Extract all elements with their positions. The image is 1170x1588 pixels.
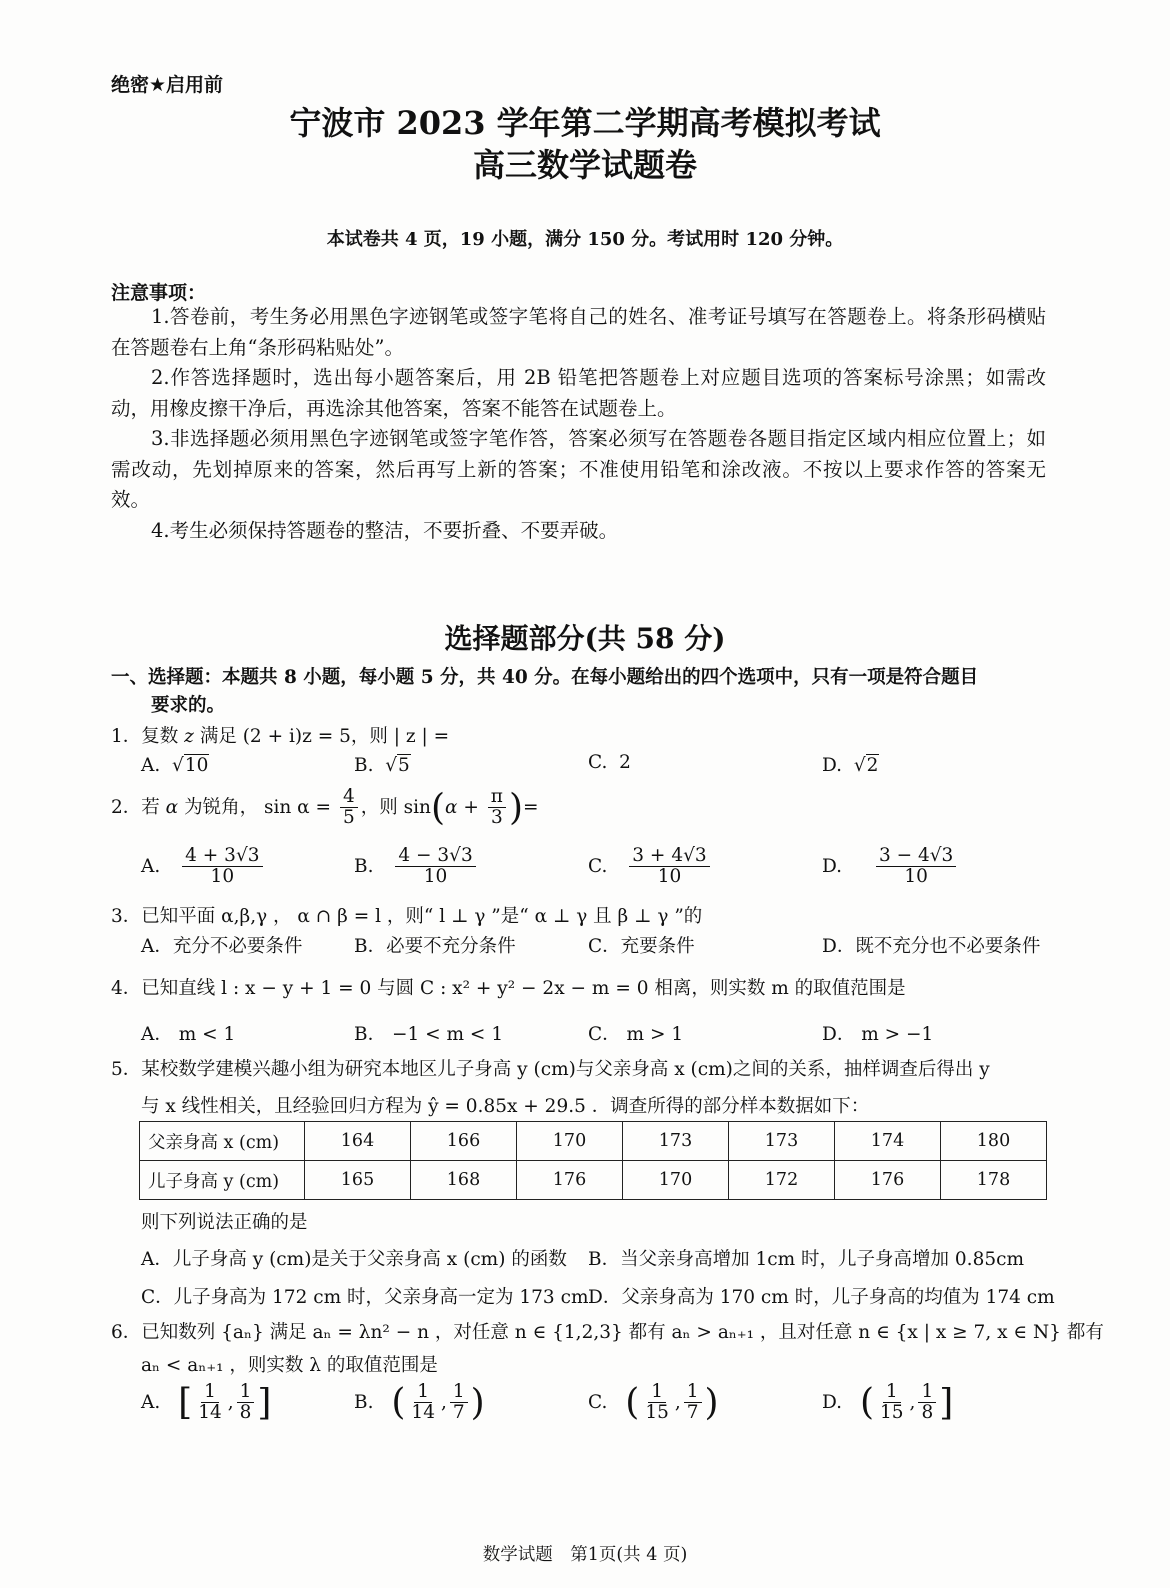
frac-den: 7	[452, 1402, 465, 1424]
q6-option-b-close: )	[470, 1382, 485, 1424]
q2-option-c	[588, 846, 713, 888]
q6-option-b-frac1	[408, 1382, 438, 1424]
frac-den: 8	[239, 1402, 252, 1424]
q2-stem-mid: 为锐角，	[184, 796, 259, 818]
question-6-stem-line2: aₙ < aₙ₊₁ ，则实数 λ 的取值范围是	[141, 1355, 438, 1376]
frac-den: 14	[411, 1402, 435, 1424]
q6-option-c-frac1	[642, 1382, 672, 1424]
q2-pi-fraction	[488, 787, 506, 829]
table-row	[140, 1122, 1047, 1161]
frac-num: 1	[237, 1382, 255, 1403]
q2-option-d-num: 3 − 4√3	[876, 846, 956, 867]
part-heading-line1: 一、选择题：本题共 8 小题，每小题 5 分，共 40 分。在每小题给出的四个选项中，只有一项是符合题目	[111, 667, 979, 688]
confidential-mark: 绝密★启用前	[111, 74, 224, 96]
q2-frac-num: 4	[340, 787, 358, 808]
notes-heading: 注意事项：	[111, 282, 207, 304]
frac-num: 1	[201, 1382, 219, 1403]
q1-stem-pre: 1．复数	[111, 726, 179, 747]
q1-option-b: B. √5	[354, 755, 410, 776]
table-cell: 173	[729, 1122, 835, 1161]
q2-pi: π	[488, 787, 506, 808]
q6-option-a: A. [ $\frac{1}{14}$ , $\frac{1}{8}$ ]	[141, 1381, 272, 1424]
frac-den: 15	[880, 1402, 904, 1424]
note-item: 3.非选择题必须用黑色字迹钢笔或签字笔作答，答案必须写在答题卷各题目指定区域内相应位置上；如需改动，先划掉原来的答案，然后再写上新的答案；不准使用铅笔和涂改液。不按以上要求作答的答案无效。	[111, 427, 1046, 511]
notes-list	[111, 302, 1046, 546]
q1-option-a-label: A.	[141, 755, 161, 776]
q2-then: ，则 sin	[360, 796, 431, 818]
exam-info: 本试卷共 4 页，19 小题，满分 150 分。考试用时 120 分钟。	[326, 229, 844, 250]
table-cell: 176	[835, 1161, 941, 1200]
sample-data-table	[139, 1121, 1047, 1200]
q2-option-c-num: 3 + 4√3	[629, 846, 709, 867]
q1-option-a-value: 10	[184, 755, 209, 776]
q4-option-b: B． −1 < m < 1	[354, 1024, 504, 1045]
q6-option-d-frac2	[918, 1382, 936, 1424]
q6-option-d-label: D.	[822, 1391, 843, 1413]
table-row	[140, 1161, 1047, 1200]
frac-den: 15	[645, 1402, 669, 1424]
table-row-header: 儿子身高 y (cm)	[140, 1161, 305, 1200]
table-cell: 173	[623, 1122, 729, 1161]
q2-alpha: α	[165, 796, 179, 818]
question-5-stem-line1: 5．某校数学建模兴趣小组为研究本地区儿子身高 y (cm)与父亲身高 x (cm)之间的关系，抽样调查后得出 y	[111, 1059, 990, 1080]
q2-option-d-frac	[876, 846, 956, 888]
q6-option-c: C. ( $\frac{1}{15}$ , $\frac{1}{7}$ )	[588, 1381, 719, 1424]
q2-fraction	[340, 787, 358, 829]
q6-option-a-frac1	[195, 1382, 225, 1424]
q3-option-b: B．必要不充分条件	[354, 936, 516, 957]
q3-option-a: A．充分不必要条件	[141, 936, 303, 957]
q1-equation: (2 + i)z = 5	[242, 726, 351, 747]
q6-option-d-frac1	[877, 1382, 907, 1424]
q2-option-b	[354, 846, 479, 888]
q1-stem-post: ，则 | z | =	[350, 726, 450, 747]
question-5-stem-line2: 与 x 线性相关，且经验回归方程为 ŷ = 0.85x + 29.5 ．调查所得的部分样本数据如下：	[141, 1096, 870, 1117]
q2-three: 3	[490, 807, 503, 829]
q6-option-b-label: B.	[354, 1391, 374, 1413]
frac-den: 7	[686, 1402, 699, 1424]
q2-frac-den: 5	[342, 807, 355, 829]
q1-option-c	[588, 752, 631, 773]
q6-option-c-close: )	[704, 1382, 719, 1424]
q2-equals: =	[522, 796, 539, 818]
q2-option-d	[822, 846, 959, 888]
q6-option-b: B. ( $\frac{1}{14}$ , $\frac{1}{7}$ )	[354, 1381, 485, 1424]
q1-stem-mid: 满足	[199, 726, 237, 747]
q2-option-c-label: C.	[588, 855, 608, 877]
table-cell: 176	[517, 1161, 623, 1200]
table-cell: 170	[517, 1122, 623, 1161]
q6-option-b-frac2	[450, 1382, 468, 1424]
question-5-prompt: 则下列说法正确的是	[141, 1212, 308, 1233]
table-cell: 172	[729, 1161, 835, 1200]
q5-option-a: A．儿子身高 y (cm)是关于父亲身高 x (cm) 的函数	[141, 1249, 567, 1270]
frac-num: 1	[450, 1382, 468, 1403]
frac-num: 1	[648, 1382, 666, 1403]
q5-option-d: D．父亲身高为 170 cm 时，儿子身高的均值为 174 cm	[588, 1287, 1055, 1308]
q4-option-a: A． m < 1	[141, 1024, 236, 1045]
q6-option-a-close: ]	[257, 1382, 272, 1424]
q2-option-c-den: 10	[657, 866, 682, 888]
q2-stem-pre: 2．若	[111, 796, 160, 818]
question-4-stem: 4．已知直线 l : x − y + 1 = 0 与圆 C : x² + y² − 2x − m = 0 相离，则实数 m 的取值范围是	[111, 978, 906, 999]
table-cell: 168	[411, 1161, 517, 1200]
q2-option-a-den: 10	[210, 866, 235, 888]
q6-option-d: D. ( $\frac{1}{15}$ , $\frac{1}{8}$ ]	[822, 1381, 954, 1424]
q6-option-a-label: A.	[141, 1391, 161, 1413]
question-2-stem	[111, 787, 539, 829]
q6-option-a-open: [	[178, 1382, 193, 1424]
table-cell: 170	[623, 1161, 729, 1200]
q1-option-d-label: D.	[822, 755, 843, 776]
table-cell: 164	[305, 1122, 411, 1161]
q2-option-b-frac	[395, 846, 475, 888]
q2-lparen: (	[430, 787, 445, 829]
section-title: 选择题部分(共 58 分)	[444, 622, 726, 655]
frac-num: 1	[883, 1382, 901, 1403]
q2-option-a-num: 4 + 3√3	[182, 846, 262, 867]
q1-option-d: D. √2	[822, 755, 879, 776]
q2-option-b-num: 4 − 3√3	[395, 846, 475, 867]
q6-option-c-open: (	[625, 1382, 640, 1424]
table-cell: 180	[941, 1122, 1047, 1161]
q2-rparen: )	[508, 787, 523, 829]
q2-option-a-label: A.	[141, 855, 161, 877]
q1-var-z: z	[184, 726, 194, 747]
table-cell: 166	[411, 1122, 517, 1161]
q2-option-b-label: B.	[354, 855, 374, 877]
q6-option-d-close: ]	[939, 1382, 954, 1424]
q2-option-d-den: 10	[904, 866, 928, 888]
frac-den: 8	[921, 1402, 934, 1424]
q1-option-b-label: B.	[354, 755, 374, 776]
q3-option-c: C．充要条件	[588, 936, 695, 957]
part-heading-line2: 要求的。	[151, 695, 226, 716]
frac-den: 14	[198, 1402, 222, 1424]
q4-option-c: C． m > 1	[588, 1024, 684, 1045]
note-item: 2.作答选择题时，选出每小题答案后，用 2B 铅笔把答题卷上对应题目选项的答案标号涂黑；如需改动，用橡皮擦干净后，再选涂其他答案，答案不能答在试题卷上。	[111, 366, 1046, 420]
q1-option-d-value: 2	[866, 755, 879, 776]
q4-option-d: D． m > −1	[822, 1024, 934, 1045]
q1-option-c-value: 2	[619, 752, 631, 773]
q6-option-c-label: C.	[588, 1391, 608, 1413]
exam-title: 宁波市 2023 学年第二学期高考模拟考试	[289, 104, 881, 142]
note-item: 4.考生必须保持答题卷的整洁，不要折叠、不要弄破。	[151, 518, 619, 542]
question-1-stem	[111, 722, 449, 748]
table-cell: 178	[941, 1161, 1047, 1200]
table-cell: 174	[835, 1122, 941, 1161]
note-item: 1.答卷前，考生务必用黑色字迹钢笔或签字笔将自己的姓名、准考证号填写在答题卷上。将条形码横贴在答题卷右上角“条形码粘贴处”。	[111, 305, 1046, 359]
frac-num: 1	[684, 1382, 702, 1403]
q1-option-c-label: C.	[588, 752, 608, 773]
table-cell: 165	[305, 1161, 411, 1200]
q6-option-b-open: (	[391, 1382, 406, 1424]
frac-num: 1	[414, 1382, 432, 1403]
q2-option-d-label: D.	[822, 855, 843, 877]
table-row-header: 父亲身高 x (cm)	[140, 1122, 305, 1161]
q1-option-b-value: 5	[398, 755, 410, 776]
q2-option-b-den: 10	[423, 866, 448, 888]
q2-option-a	[141, 846, 266, 888]
q2-sin-alpha: sin α =	[263, 796, 332, 818]
question-6-stem-line1: 6．已知数列 {aₙ} 满足 aₙ = λn² − n ，对任意 n ∈ {1,2,3} 都有 aₙ > aₙ₊₁ ，且对任意 n ∈ {x | x ≥ 7, x ∈ N} 都有	[111, 1322, 1104, 1343]
part-heading	[111, 664, 1046, 720]
q2-option-c-frac	[629, 846, 709, 888]
q1-option-a: A. √10	[141, 755, 209, 776]
q6-option-d-open: (	[859, 1382, 874, 1424]
q2-option-a-frac	[182, 846, 262, 888]
q6-option-a-frac2	[237, 1382, 255, 1424]
frac-num: 1	[918, 1382, 936, 1403]
q6-option-c-frac2	[684, 1382, 702, 1424]
q5-option-b: B．当父亲身高增加 1cm 时，儿子身高增加 0.85cm	[588, 1249, 1025, 1270]
q5-option-c: C．儿子身高为 172 cm 时，父亲身高一定为 173 cm	[141, 1287, 589, 1308]
q2-alpha-plus: α +	[445, 796, 479, 818]
q3-option-d: D．既不充分也不必要条件	[822, 936, 1041, 957]
page-footer: 数学试题 第1页(共 4 页)	[482, 1545, 688, 1565]
question-3-stem: 3．已知平面 α,β,γ ， α ∩ β = l ，则“ l ⊥ γ ”是“ α ⊥ γ 且 β ⊥ γ ”的	[111, 906, 703, 927]
exam-subtitle: 高三数学试题卷	[472, 146, 697, 184]
